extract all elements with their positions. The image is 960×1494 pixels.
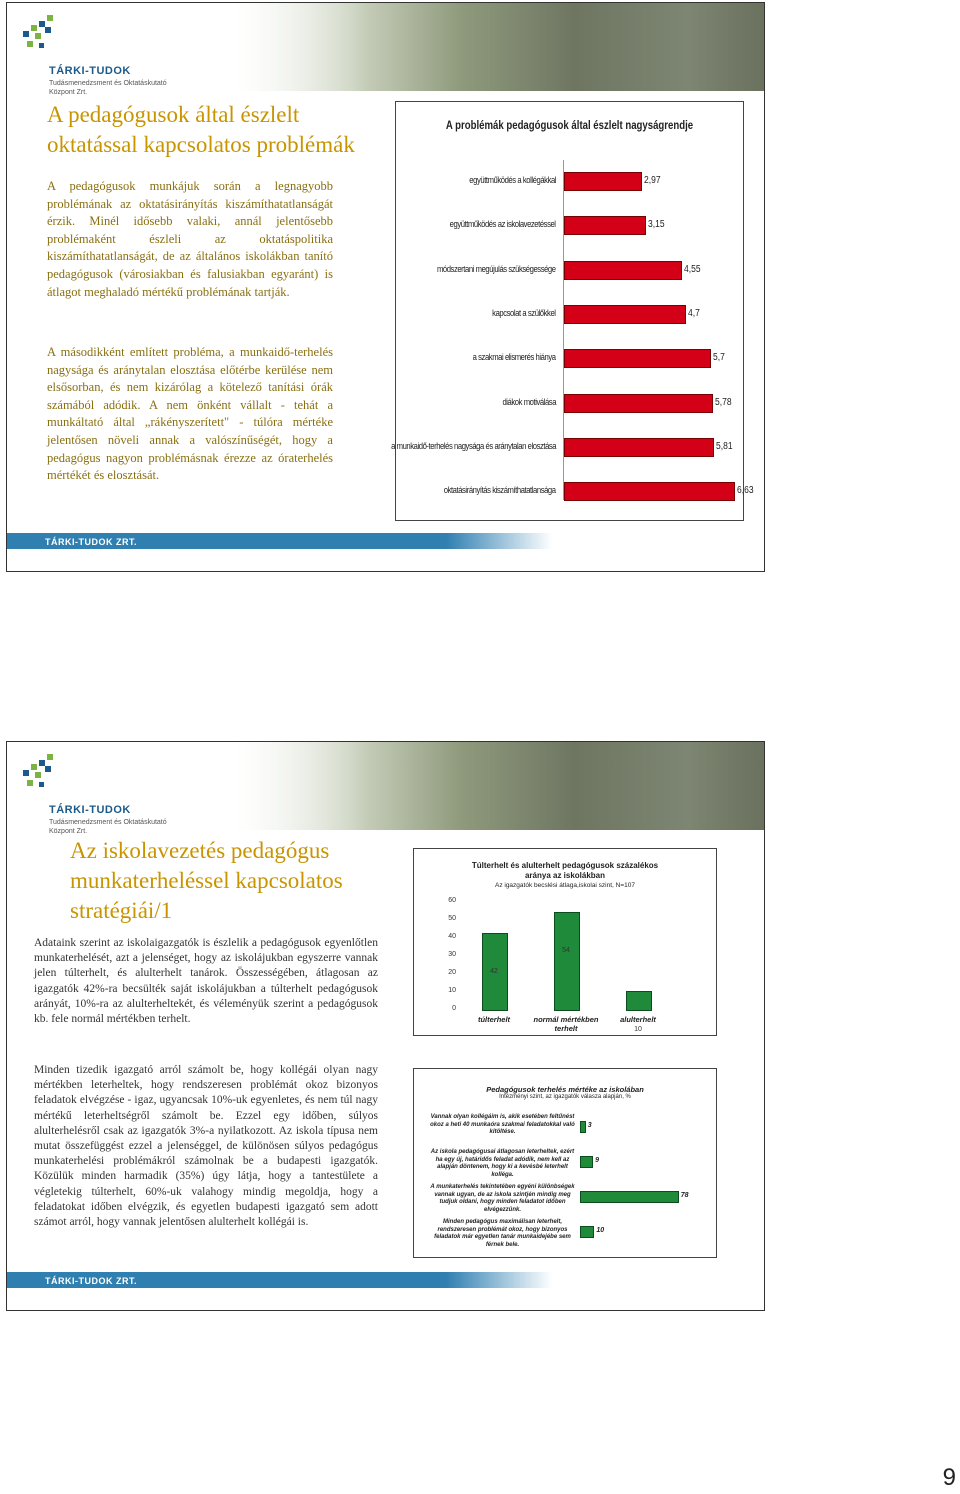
x-category-label: alulterhelt [620, 1015, 656, 1024]
paragraph-2: Minden tizedik igazgató arról számolt be, hogy kollégái olyan nagy mértékben leterheltek, hogy rendszeresen problémát okoz bizonyos feladatok elvégzése - igaz, ugyancsak 10%-uk egyenletes, és nem túl nagy mértékű leterheltségről számolt be. Ezzel egy időben, súlyos alulterhelésről csak az igazgatók 3%-a nyilatkozott. Az iskola típusa nem mutat összefüggést ezzel a jelenséggel, de különösen súlyos pedagógus munkaterhelési problémákról számolnak be a budapesti igazgatók. Közülük minden harmadik (35%) úgy látja, hogy a tantestülete a végletekig túlterhelt, 60%-uk valahogy mindig megoldja, hogy a feladatokat időben elvégzik, és egyetlen budapesti igazgató sem adott számot arról, hogy vannak jelentősen alulterhelt kollégái is. [34, 1064, 378, 1229]
bar-category-label: diákok motiválása [502, 396, 556, 407]
slide-1 [6, 2, 765, 572]
y-tick-label: 0 [452, 1005, 456, 1012]
chart-subtitle: Intézményi szint, az igazgatók válasza alapján, % [499, 1094, 631, 1100]
paragraph-1: Adataink szerint az iskolaigazgatók is észlelik a pedagógusok egyenlőtlen munkaterhelését, azt a jelenséget, hogy az iskolájukban egyszerre vannak jelen túlterhelt, és alulterhelt tanárok. Összességében, átlagosan az igazgatók 42%-ra becsülték saját iskolájukban a túlterhelt pedagógusok arányát, 10%-ra az alulterheltekét, és véleményük szerint a pedagógusok kb. fele normál mértékben terhelt. [34, 937, 378, 1026]
bar [580, 1191, 679, 1203]
y-tick-label: 20 [448, 969, 456, 976]
footer-label: TÁRKI-TUDOK ZRT. [45, 1276, 137, 1286]
bar [564, 394, 713, 413]
bar-category-label: Az iskola pedagógusai átlagosan leterheltek, ezért ha egy új, határidős feladat adódik, nem kell az alapján döntenem, hogy ki a kevésbé leterhelt kolléga. [430, 1149, 575, 1178]
bar [554, 912, 580, 1011]
problem-magnitude-chart [390, 101, 754, 521]
bar-value-label: 4,55 [683, 263, 701, 275]
bar-category-label: oktatásirányítás kiszámíthatatlansága [444, 485, 556, 496]
bar-category-label: A munkaterhelés tekintetében egyéni különbségek vannak ugyan, de az iskola szintjén mindig meg tudjuk oldani, hogy minden feladatot időben elvégezzünk. [430, 1184, 575, 1213]
bar [564, 216, 646, 235]
chart-title: A problémák pedagógusok által észlelt nagyságrendje [445, 118, 694, 132]
bar-value-label: 5,81 [715, 440, 733, 452]
bar [564, 172, 642, 191]
bar-value-label: 5,7 [712, 352, 725, 364]
bar-value-label: 42 [490, 968, 498, 976]
bar-value-label: 6,63 [736, 485, 754, 497]
y-tick-label: 60 [448, 897, 456, 904]
bar [564, 305, 686, 324]
y-tick-label: 30 [448, 951, 456, 958]
bar [564, 482, 735, 501]
bar [580, 1226, 594, 1238]
bar [564, 349, 711, 368]
bar-category-label: együttműködés a kollégákkal [469, 175, 556, 185]
logo-name: TÁRKI-TUDOK [49, 804, 131, 816]
tarki-tudok-logo [19, 752, 179, 835]
chart-title: Pedagógusok terhelés mértéke az iskolában [486, 1085, 644, 1094]
logo-mosaic-icon [19, 13, 59, 53]
y-tick-label: 50 [448, 915, 456, 922]
bar-value-label: 54 [562, 946, 570, 954]
tarki-tudok-logo [19, 13, 179, 96]
logo-subtitle: Tudásmenedzsment és Oktatáskutató Központ Zrt. [49, 819, 167, 835]
bar [564, 438, 714, 457]
y-tick-label: 10 [448, 987, 456, 994]
page-number: 9 [942, 1464, 956, 1491]
bar-value-label: 3,15 [648, 219, 665, 231]
bar-value-label: 4,7 [687, 307, 700, 319]
bar-category-label: a szakmai elismerés hiánya [473, 352, 556, 363]
slide-title: A pedagógusok által észlelt oktatással kapcsolatos problémák [47, 102, 355, 157]
bar-category-label: kapcsolat a szülőkkel [492, 307, 556, 318]
teacher-load-chart [413, 1068, 717, 1258]
bar-value-label: 9 [595, 1157, 600, 1164]
footer-label: TÁRKI-TUDOK ZRT. [45, 537, 137, 547]
chart-title: Túlterhelt és alulterhelt pedagógusok százalékos aránya az iskolákban [471, 861, 659, 880]
paragraph-1: A pedagógusok munkájuk során a legnagyobb problémának az oktatásirányítás kiszámíthatatlanságát érzik. Minél idősebb valaki, annál jelentősebb problémaként észleli az oktatáspolitika kiszámíthatatlanságát, de az általános iskolákban tanító pedagógusok (városiakban és falusiakban egyaránt) is átlagot meghaladó mértékű problémának tartják. [47, 179, 333, 299]
slide-2 [6, 741, 765, 1311]
overload-ratio-chart [413, 848, 717, 1036]
x-category-label: túlterhelt [477, 1015, 511, 1024]
bar-value-label: 5,78 [714, 396, 732, 408]
slide-title: Az iskolavezetés pedagógus munkaterheléssel kapcsolatos stratégiái/1 [70, 838, 343, 923]
chart-subtitle: Az igazgatók becslési átlaga,iskolai szint, N=107 [494, 882, 635, 889]
bar-category-label: a munkaidő-terhelés nagysága és aránytalan elosztása [390, 440, 556, 451]
bar-value-label: 78 [680, 1192, 689, 1199]
bar-value-label: 3 [587, 1122, 592, 1129]
bar-category-label: módszertani megújulás szükségessége [437, 263, 556, 274]
paragraph-2: A másodikként említett probléma, a munkaidő-terhelés nagysága és aránytalan elosztása előtérbe kerülése nem elsősorban, és nem kizárólag a kötelező tanítási órák számából adódik. A nem önként vállalt - tehát a munkáltató által „rákényszerített" - túlóra mértéke jelentősen növeli annak a valószínűségét, hogy a pedagógus nagyon problémásnak érezze az óraterhelés mértékét és elosztását. [47, 345, 333, 483]
bar [626, 991, 652, 1011]
logo-mosaic-icon [19, 752, 59, 792]
bar-category-label: együttműködés az iskolavezetéssel [450, 219, 556, 230]
bar-value-label: 2,97 [643, 175, 661, 186]
x-category-label: normál mértékben terhelt [533, 1015, 599, 1033]
bar-value-label: 10 [596, 1227, 605, 1234]
bar [580, 1121, 586, 1133]
bar-value-label: 10 [634, 1026, 642, 1033]
bar-category-label: Minden pedagógus maximálisan leterhelt, rendszeresen problémát okoz, hogy bizonyos feladatok már egyetlen tanár munkaidejébe sem férnek bele. [434, 1219, 571, 1248]
bar [564, 261, 682, 280]
bar-category-label: Vannak olyan kollégáim is, akik esetében feltűnést okoz a heti 40 munkaóra szakmai feladatokkal való kitöltése. [430, 1114, 575, 1135]
logo-name: TÁRKI-TUDOK [49, 65, 131, 77]
bar [580, 1156, 593, 1168]
y-tick-label: 40 [448, 933, 456, 940]
logo-subtitle: Tudásmenedzsment és Oktatáskutató Központ Zrt. [49, 80, 167, 96]
